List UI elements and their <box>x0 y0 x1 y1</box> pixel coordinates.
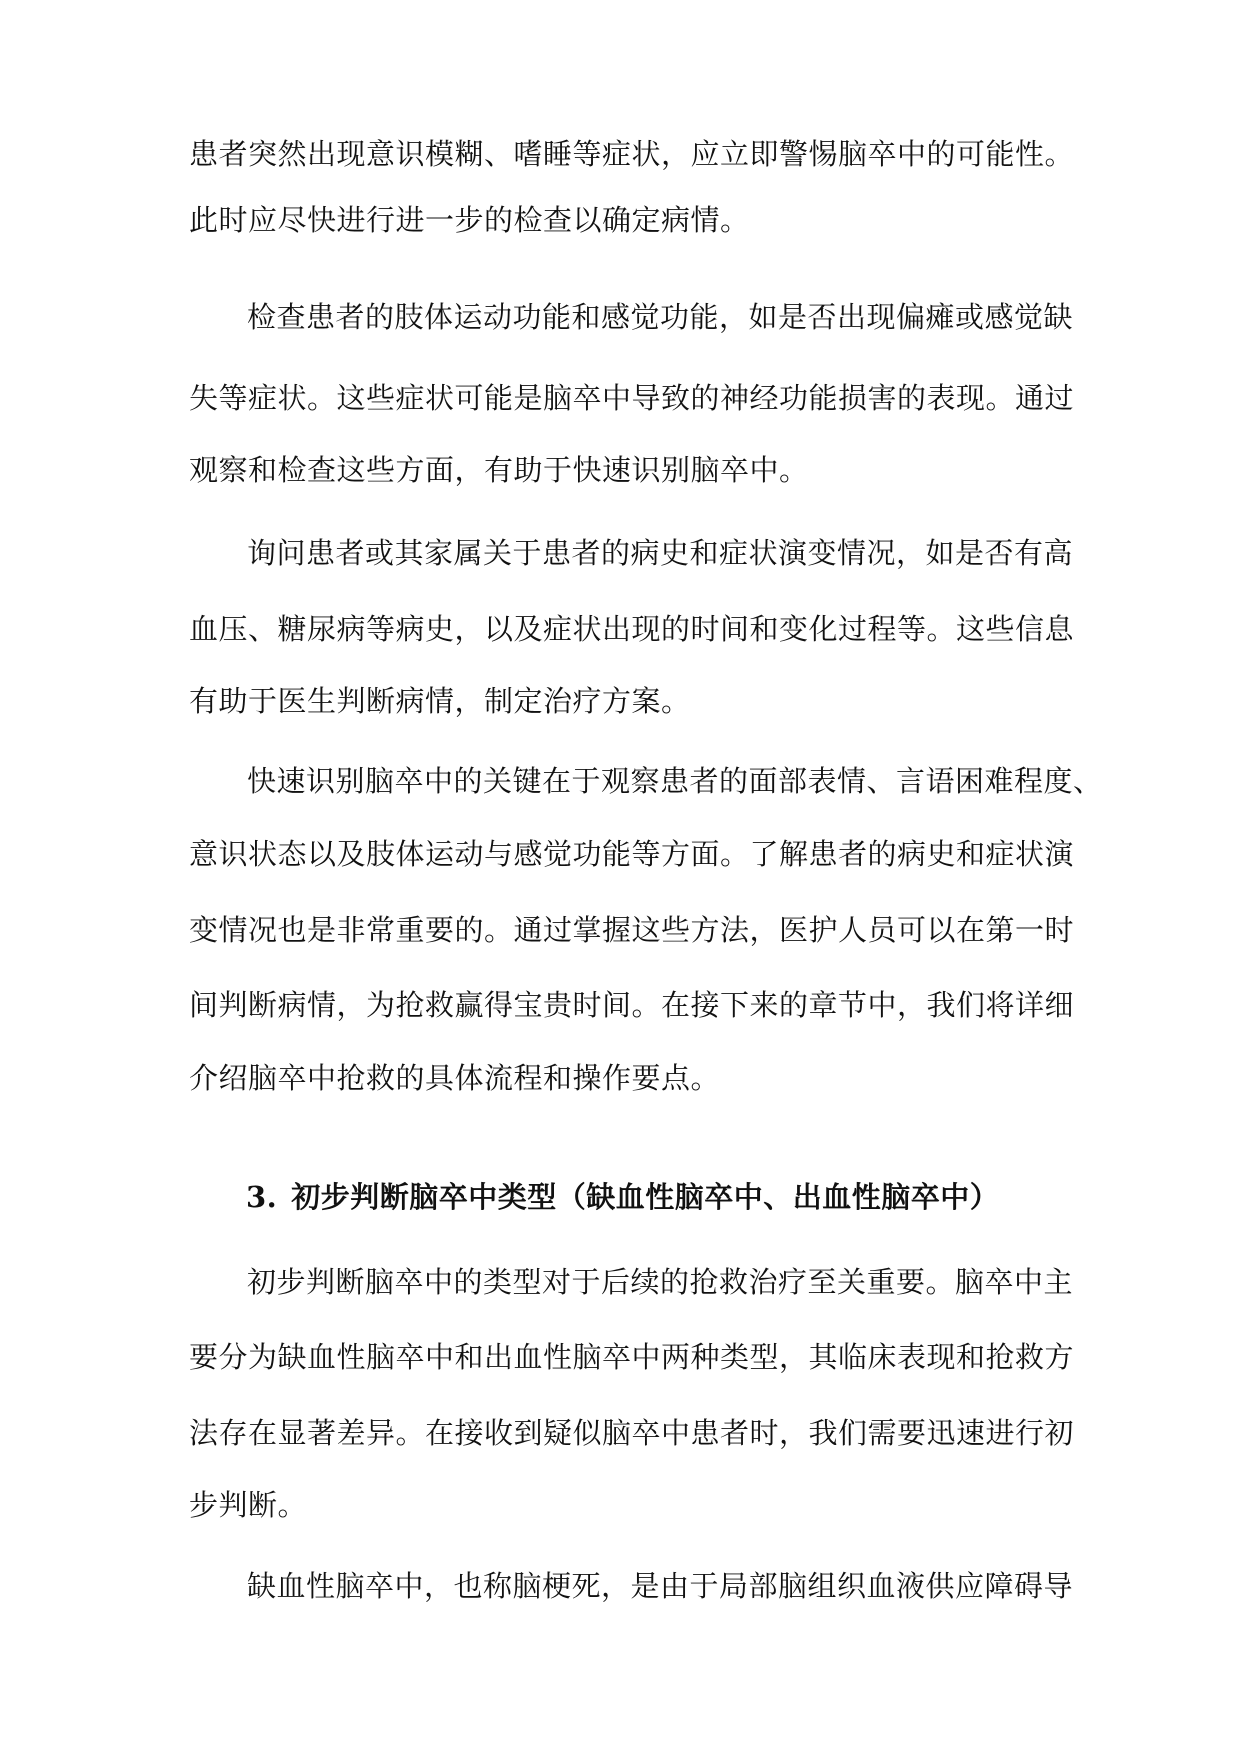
paragraph-line: 步判断。 <box>189 1488 308 1522</box>
paragraph-line: 血压、糖尿病等病史，以及症状出现的时间和变化过程等。这些信息 <box>189 612 1075 646</box>
paragraph-line: 失等症状。这些症状可能是脑卒中导致的神经功能损害的表现。通过 <box>189 381 1075 415</box>
paragraph-line: 缺血性脑卒中，也称脑梗死，是由于局部脑组织血液供应障碍导 <box>247 1569 1074 1603</box>
paragraph-line: 此时应尽快进行进一步的检查以确定病情。 <box>189 203 750 237</box>
paragraph-line: 意识状态以及肢体运动与感觉功能等方面。了解患者的病史和症状演 <box>189 837 1075 871</box>
section-title: 初步判断脑卒中类型（缺血性脑卒中、出血性脑卒中） <box>291 1180 1000 1214</box>
paragraph-line: 快速识别脑卒中的关键在于观察患者的面部表情、言语困难程度、 <box>247 764 1103 798</box>
section-heading <box>246 1177 999 1217</box>
paragraph-line: 法存在显著差异。在接收到疑似脑卒中患者时，我们需要迅速进行初 <box>189 1416 1075 1450</box>
paragraph-line: 要分为缺血性脑卒中和出血性脑卒中两种类型，其临床表现和抢救方 <box>189 1340 1075 1374</box>
paragraph-line: 患者突然出现意识模糊、嗜睡等症状，应立即警惕脑卒中的可能性。 <box>189 137 1075 171</box>
paragraph-line: 初步判断脑卒中的类型对于后续的抢救治疗至关重要。脑卒中主 <box>247 1265 1074 1299</box>
paragraph-line: 有助于医生判断病情，制定治疗方案。 <box>189 684 691 718</box>
paragraph-line: 间判断病情，为抢救赢得宝贵时间。在接下来的章节中，我们将详细 <box>189 988 1075 1022</box>
section-number: 3. <box>246 1180 278 1214</box>
paragraph-line: 变情况也是非常重要的。通过掌握这些方法，医护人员可以在第一时 <box>189 913 1075 947</box>
paragraph-line: 检查患者的肢体运动功能和感觉功能，如是否出现偏瘫或感觉缺 <box>247 300 1074 334</box>
paragraph-line: 观察和检查这些方面，有助于快速识别脑卒中。 <box>189 453 809 487</box>
paragraph-line: 介绍脑卒中抢救的具体流程和操作要点。 <box>189 1061 721 1095</box>
paragraph-line: 询问患者或其家属关于患者的病史和症状演变情况，如是否有高 <box>247 536 1074 570</box>
